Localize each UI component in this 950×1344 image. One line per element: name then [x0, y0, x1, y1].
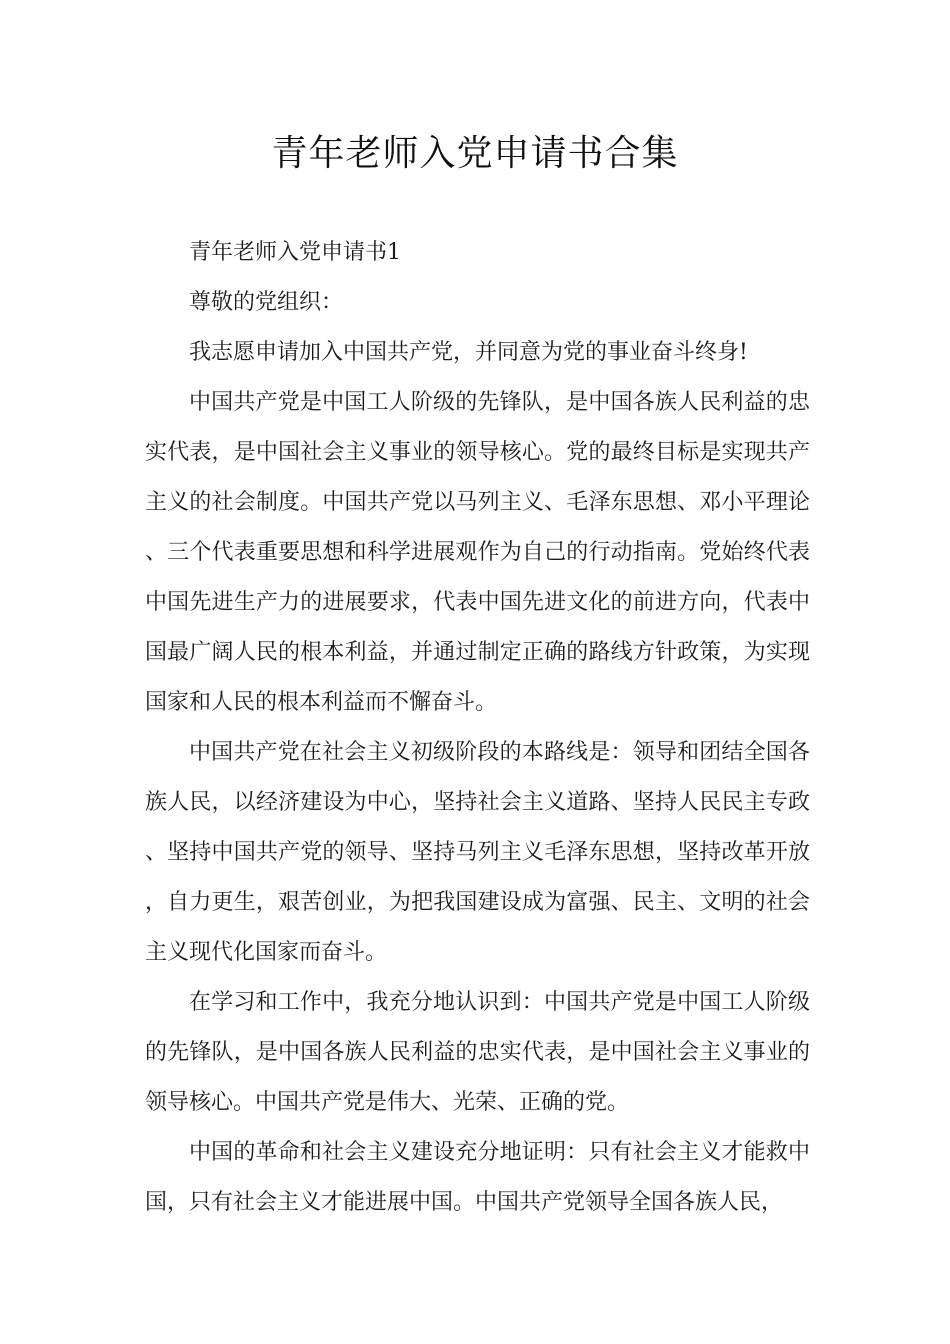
paragraph: 中国的革命和社会主义建设充分地证明：只有社会主义才能救中国，只有社会主义才能进展中国。中国共产党领导全国各族人民，	[145, 1140, 810, 1215]
paragraph-salutation: 尊敬的党组织：	[189, 290, 344, 315]
paragraph: 中国共产党是中国工人阶级的先锋队，是中国各族人民利益的忠实代表，是中国社会主义事业的领导核心。党的最终目标是实现共产主义的社会制度。中国共产党以马列主义、毛泽东思想、邓小平理论、三个代表重要思想和科学进展观作为自己的行动指南。党始终代表中国先进生产力的进展要求，代表中国先进文化的前进方向，代表中国最广阔人民的根本利益，并通过制定正确的路线方针政策，为实现国家和人民的根本利益而不懈奋斗。	[145, 390, 810, 715]
document-body	[145, 228, 810, 1228]
paragraph: 我志愿申请加入中国共产党，并同意为党的事业奋斗终身!	[189, 340, 748, 365]
paragraph: 在学习和工作中，我充分地认识到：中国共产党是中国工人阶级的先锋队，是中国各族人民利益的忠实代表，是中国社会主义事业的领导核心。中国共产党是伟大、光荣、正确的党。	[145, 990, 810, 1115]
document-title: 青年老师入党申请书合集	[271, 133, 679, 174]
paragraph-heading: 青年老师入党申请书1	[189, 240, 401, 265]
paragraph: 中国共产党在社会主义初级阶段的本路线是：领导和团结全国各族人民，以经济建设为中心，坚持社会主义道路、坚持人民民主专政、坚持中国共产党的领导、坚持马列主义毛泽东思想，坚持改革开放，自力更生，艰苦创业，为把我国建设成为富强、民主、文明的社会主义现代化国家而奋斗。	[145, 740, 810, 965]
